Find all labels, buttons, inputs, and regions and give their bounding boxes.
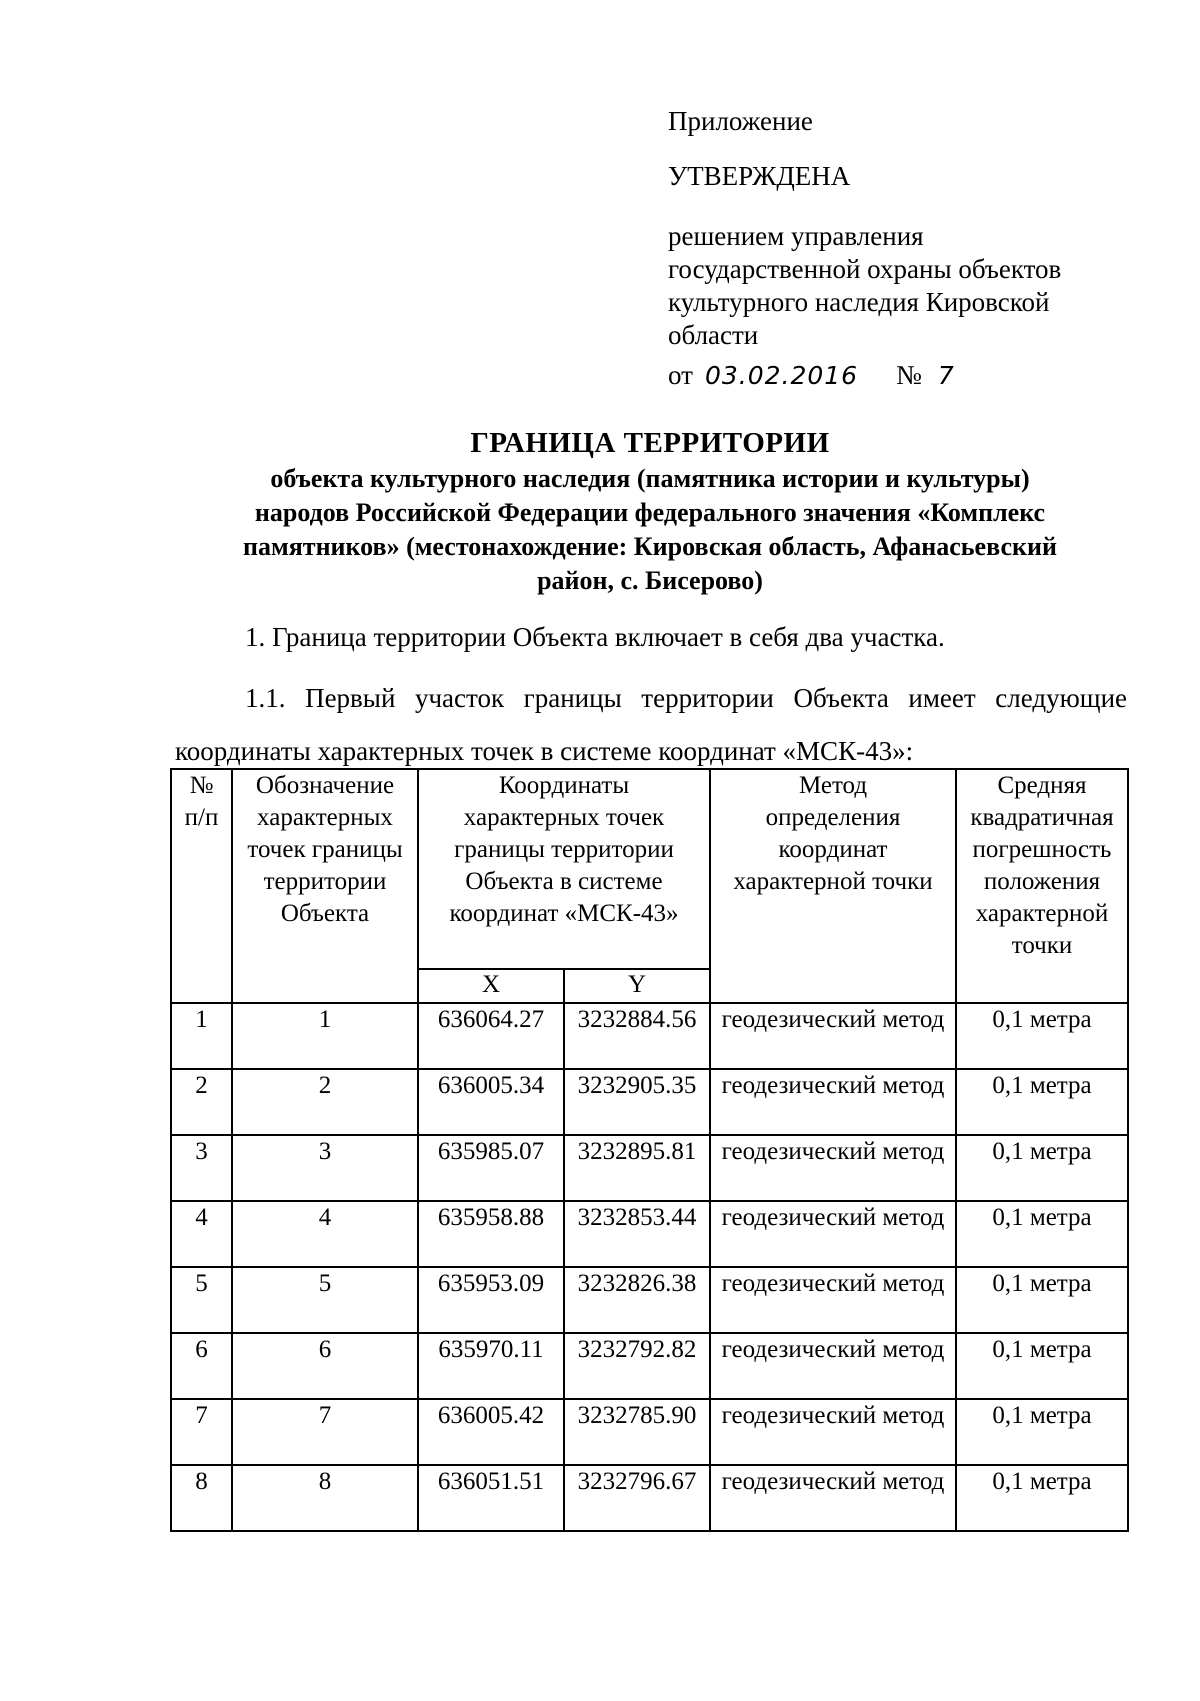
coord-y: 3232792.82	[564, 1333, 710, 1399]
error-cell: 0,1 метра	[956, 1069, 1128, 1135]
paragraph-1: 1. Граница территории Объекта включает в себя два участка.	[245, 622, 945, 652]
coord-y: 3232905.35	[564, 1069, 710, 1135]
table-row	[171, 1267, 1128, 1333]
decision-line: области	[668, 320, 759, 350]
coord-x: 635985.07	[418, 1135, 564, 1201]
method-cell: геодезический метод	[710, 1201, 956, 1267]
table-row	[171, 1135, 1128, 1201]
coord-x: 636005.34	[418, 1069, 564, 1135]
title-sub-line: объекта культурного наследия (памятника истории и культуры)	[270, 464, 1030, 493]
error-cell: 0,1 метра	[956, 1135, 1128, 1201]
date-prefix: от	[668, 360, 693, 390]
coord-x: 636051.51	[418, 1465, 564, 1531]
method-cell: геодезический метод	[710, 1267, 956, 1333]
coord-x: 636064.27	[418, 1003, 564, 1069]
number-label: №	[896, 360, 922, 390]
method-cell: геодезический метод	[710, 1399, 956, 1465]
handwritten-date: 03.02.2016	[704, 361, 859, 390]
appendix-label: Приложение	[668, 106, 813, 136]
decision-line: решением управления	[668, 221, 924, 251]
header-coordinates: Координаты характерных точек границы территории Объекта в системе координат «МСК-43»	[418, 769, 710, 969]
method-cell: геодезический метод	[710, 1135, 956, 1201]
approved-label: УТВЕРЖДЕНА	[668, 161, 851, 191]
table-row	[171, 1003, 1128, 1069]
error-cell: 0,1 метра	[956, 1333, 1128, 1399]
table-row	[171, 1201, 1128, 1267]
point-designation: 5	[232, 1267, 418, 1333]
point-designation: 8	[232, 1465, 418, 1531]
title-sub-line: народов Российской Федерации федерального значения «Комплекс	[254, 498, 1046, 527]
error-cell: 0,1 метра	[956, 1267, 1128, 1333]
method-cell: геодезический метод	[710, 1069, 956, 1135]
decision-date-line	[668, 359, 1148, 392]
row-number: 8	[171, 1465, 232, 1531]
coord-y: 3232796.67	[564, 1465, 710, 1531]
row-number: 1	[171, 1003, 232, 1069]
approval-block	[668, 105, 1148, 392]
row-number: 7	[171, 1399, 232, 1465]
error-cell: 0,1 метра	[956, 1399, 1128, 1465]
handwritten-number: 7	[937, 361, 955, 390]
title-sub-line: памятников» (местонахождение: Кировская область, Афанасьевский	[243, 532, 1057, 561]
point-designation: 6	[232, 1333, 418, 1399]
error-cell: 0,1 метра	[956, 1201, 1128, 1267]
coord-x: 635953.09	[418, 1267, 564, 1333]
header-num: № п/п	[171, 769, 232, 1003]
coord-y: 3232853.44	[564, 1201, 710, 1267]
title-sub-line: район, с. Бисерово)	[537, 566, 763, 595]
point-designation: 3	[232, 1135, 418, 1201]
coord-y: 3232895.81	[564, 1135, 710, 1201]
point-designation: 4	[232, 1201, 418, 1267]
table-row	[171, 1399, 1128, 1465]
table-row	[171, 1465, 1128, 1531]
method-cell: геодезический метод	[710, 1465, 956, 1531]
header-method: Метод определения координат характерной точки	[710, 769, 956, 1003]
row-number: 6	[171, 1333, 232, 1399]
error-cell: 0,1 метра	[956, 1465, 1128, 1531]
error-cell: 0,1 метра	[956, 1003, 1128, 1069]
header-designation: Обозначение характерных точек границы территории Объекта	[232, 769, 418, 1003]
coord-y: 3232826.38	[564, 1267, 710, 1333]
decision-line: культурного наследия Кировской	[668, 287, 1050, 317]
header-x: X	[418, 969, 564, 1003]
point-designation: 7	[232, 1399, 418, 1465]
title-main: ГРАНИЦА ТЕРРИТОРИИ	[470, 427, 830, 459]
table-row	[171, 1333, 1128, 1399]
row-number: 5	[171, 1267, 232, 1333]
row-number: 4	[171, 1201, 232, 1267]
paragraph-1-1: 1.1. Первый участок границы территории Объекта имеет следующие координаты характерных точек в системе координат «МСК-43»:	[175, 683, 1127, 766]
header-error: Средняя квадратичная погрешность положения характерной точки	[956, 769, 1128, 1003]
row-number: 3	[171, 1135, 232, 1201]
decision-line: государственной охраны объектов	[668, 254, 1062, 284]
coord-x: 635958.88	[418, 1201, 564, 1267]
table-row	[171, 1069, 1128, 1135]
coord-x: 635970.11	[418, 1333, 564, 1399]
coordinates-table	[170, 768, 1129, 1532]
document-title	[175, 425, 1125, 597]
point-designation: 2	[232, 1069, 418, 1135]
method-cell: геодезический метод	[710, 1003, 956, 1069]
coord-x: 636005.42	[418, 1399, 564, 1465]
point-designation: 1	[232, 1003, 418, 1069]
header-y: Y	[564, 969, 710, 1003]
coord-y: 3232884.56	[564, 1003, 710, 1069]
coord-y: 3232785.90	[564, 1399, 710, 1465]
method-cell: геодезический метод	[710, 1333, 956, 1399]
row-number: 2	[171, 1069, 232, 1135]
